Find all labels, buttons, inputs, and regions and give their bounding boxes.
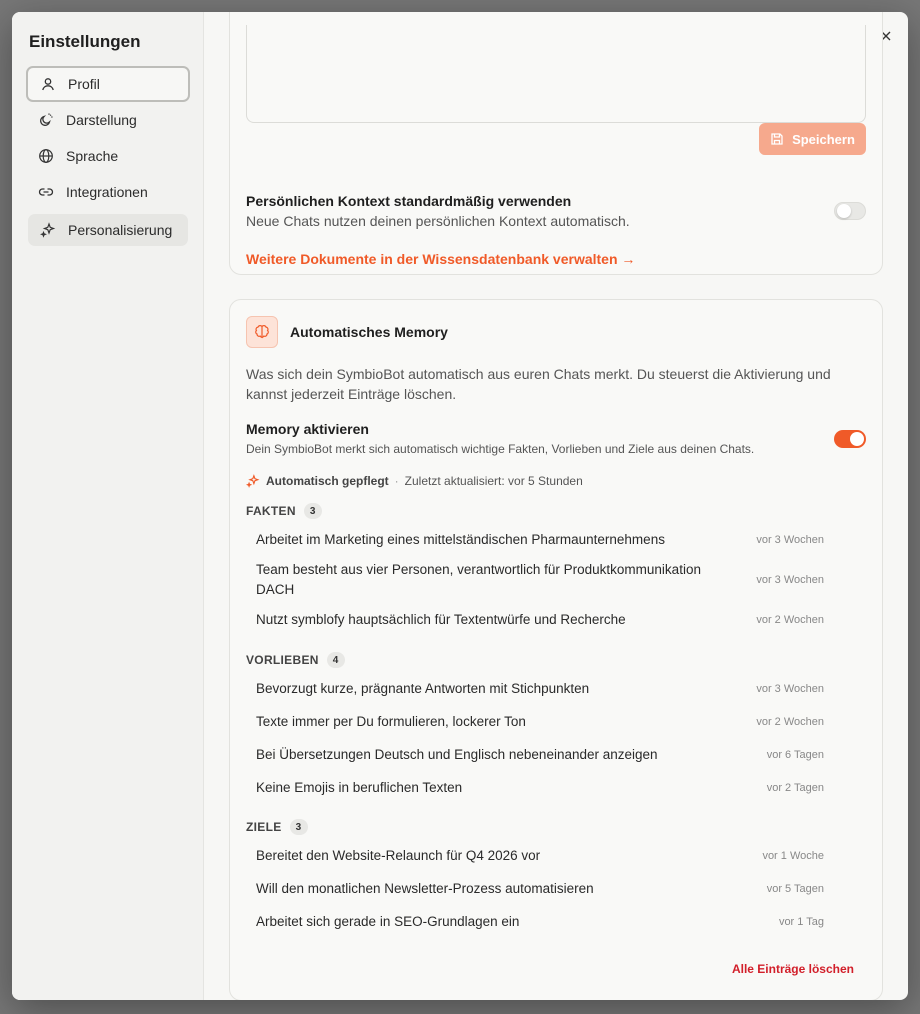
memory-item[interactable] bbox=[246, 778, 866, 798]
globe-icon bbox=[38, 148, 54, 164]
sidebar-item-sprache[interactable] bbox=[26, 138, 190, 174]
sparkles-icon bbox=[246, 474, 260, 488]
memory-item-age: vor 3 Wochen bbox=[756, 683, 824, 695]
save-button-label: Speichern bbox=[792, 131, 855, 147]
last-updated-label: Zuletzt aktualisiert: vor 5 Stunden bbox=[404, 474, 583, 488]
section-title: ZIELE bbox=[246, 820, 282, 834]
settings-nav bbox=[26, 66, 190, 246]
memory-item-age: vor 6 Tagen bbox=[766, 749, 824, 761]
memory-item[interactable] bbox=[246, 745, 866, 765]
section-header bbox=[246, 502, 866, 520]
memory-item-age: vor 3 Wochen bbox=[756, 534, 824, 546]
toggle-knob bbox=[837, 204, 851, 218]
memory-item-text: Team besteht aus vier Personen, verantwortlich für Produktkommunikation DACH bbox=[256, 562, 701, 597]
memory-item[interactable] bbox=[246, 712, 866, 732]
sidebar-item-darstellung[interactable] bbox=[26, 102, 190, 138]
context-default-desc: Neue Chats nutzen deinen persönlichen Kontext automatisch. bbox=[246, 213, 630, 229]
memory-item[interactable] bbox=[246, 530, 866, 550]
memory-item[interactable] bbox=[246, 679, 866, 699]
knowledge-base-link-label: Weitere Dokumente in der Wissensdatenbank verwalten bbox=[246, 251, 618, 267]
settings-content[interactable] bbox=[204, 12, 908, 1000]
sun-moon-icon bbox=[38, 112, 54, 128]
sidebar-item-profil[interactable] bbox=[26, 66, 190, 102]
sidebar-item-label: Sprache bbox=[66, 148, 119, 164]
sidebar-item-personalisierung[interactable] bbox=[28, 214, 188, 246]
arrow-right-icon: → bbox=[621, 251, 636, 267]
memory-item[interactable] bbox=[246, 879, 866, 899]
memory-title: Automatisches Memory bbox=[290, 324, 448, 340]
sidebar-title: Einstellungen bbox=[29, 32, 141, 51]
memory-activate-desc: Dein SymbioBot merkt sich automatisch wichtige Fakten, Vorlieben und Ziele aus deinen Chats. bbox=[246, 442, 755, 456]
sparkles-icon bbox=[40, 222, 56, 238]
memory-meta bbox=[246, 474, 583, 488]
sidebar-item-integrationen[interactable] bbox=[26, 174, 190, 210]
memory-item-age: vor 3 Wochen bbox=[756, 574, 824, 586]
section-header bbox=[246, 651, 866, 669]
settings-modal bbox=[12, 12, 908, 1000]
toggle-knob bbox=[850, 432, 864, 446]
memory-item-text: Bereitet den Website-Relaunch für Q4 2026 vor bbox=[256, 848, 541, 863]
section-header bbox=[246, 818, 866, 836]
personal-context-card bbox=[229, 12, 883, 275]
context-default-toggle[interactable] bbox=[834, 202, 866, 220]
section-count-badge: 3 bbox=[290, 819, 308, 835]
memory-item[interactable] bbox=[246, 912, 866, 932]
memory-item-age: vor 2 Tagen bbox=[766, 782, 824, 794]
section-title: FAKTEN bbox=[246, 504, 296, 518]
memory-item[interactable] bbox=[246, 846, 866, 866]
auto-maintained-label: Automatisch gepflegt bbox=[266, 474, 389, 488]
sidebar-item-label: Integrationen bbox=[66, 184, 148, 200]
context-default-title: Persönlichen Kontext standardmäßig verwenden bbox=[246, 193, 572, 209]
user-icon bbox=[40, 76, 56, 92]
memory-section-fakten bbox=[246, 502, 866, 630]
memory-item-age: vor 2 Wochen bbox=[756, 614, 824, 626]
memory-item-text: Texte immer per Du formulieren, lockerer Ton bbox=[256, 714, 526, 729]
memory-section-vorlieben bbox=[246, 651, 866, 798]
section-count-badge: 4 bbox=[327, 652, 345, 668]
brain-icon bbox=[246, 316, 278, 348]
memory-card bbox=[229, 299, 883, 1000]
settings-sidebar bbox=[12, 12, 204, 1000]
link-icon bbox=[38, 184, 54, 200]
meta-separator: · bbox=[394, 474, 399, 488]
sidebar-item-label: Personalisierung bbox=[68, 222, 173, 238]
memory-item-age: vor 5 Tagen bbox=[766, 883, 824, 895]
memory-section-ziele bbox=[246, 818, 866, 932]
knowledge-base-link[interactable] bbox=[246, 251, 635, 267]
memory-toggle[interactable] bbox=[834, 430, 866, 448]
context-textarea[interactable] bbox=[246, 25, 866, 123]
memory-item-age: vor 1 Woche bbox=[762, 850, 824, 862]
memory-item-text: Will den monatlichen Newsletter-Prozess automatisieren bbox=[256, 881, 594, 896]
memory-item-text: Keine Emojis in beruflichen Texten bbox=[256, 780, 463, 795]
memory-description: Was sich dein SymbioBot automatisch aus euren Chats merkt. Du steuerst die Aktivierung und kannst jederzeit Einträge löschen. bbox=[246, 366, 831, 402]
memory-item-text: Bei Übersetzungen Deutsch und Englisch nebeneinander anzeigen bbox=[256, 747, 658, 762]
memory-item-text: Bevorzugt kurze, prägnante Antworten mit Stichpunkten bbox=[256, 681, 590, 696]
save-icon bbox=[770, 132, 784, 146]
memory-item-age: vor 2 Wochen bbox=[756, 716, 824, 728]
delete-all-entries-button[interactable]: Alle Einträge löschen bbox=[731, 962, 854, 976]
sidebar-item-label: Darstellung bbox=[66, 112, 137, 128]
section-title: VORLIEBEN bbox=[246, 653, 319, 667]
section-count-badge: 3 bbox=[304, 503, 322, 519]
memory-item-text: Nutzt symblofy hauptsächlich für Textentwürfe und Recherche bbox=[256, 612, 626, 627]
sidebar-item-label: Profil bbox=[68, 76, 100, 92]
memory-item-text: Arbeitet im Marketing eines mittelständischen Pharmaunternehmens bbox=[256, 532, 665, 547]
save-button[interactable] bbox=[759, 123, 866, 155]
memory-item[interactable] bbox=[246, 560, 866, 600]
memory-activate-title: Memory aktivieren bbox=[246, 421, 369, 437]
memory-item-age: vor 1 Tag bbox=[778, 916, 824, 928]
memory-item-text: Arbeitet sich gerade in SEO-Grundlagen ein bbox=[256, 914, 520, 929]
memory-item[interactable] bbox=[246, 610, 866, 630]
